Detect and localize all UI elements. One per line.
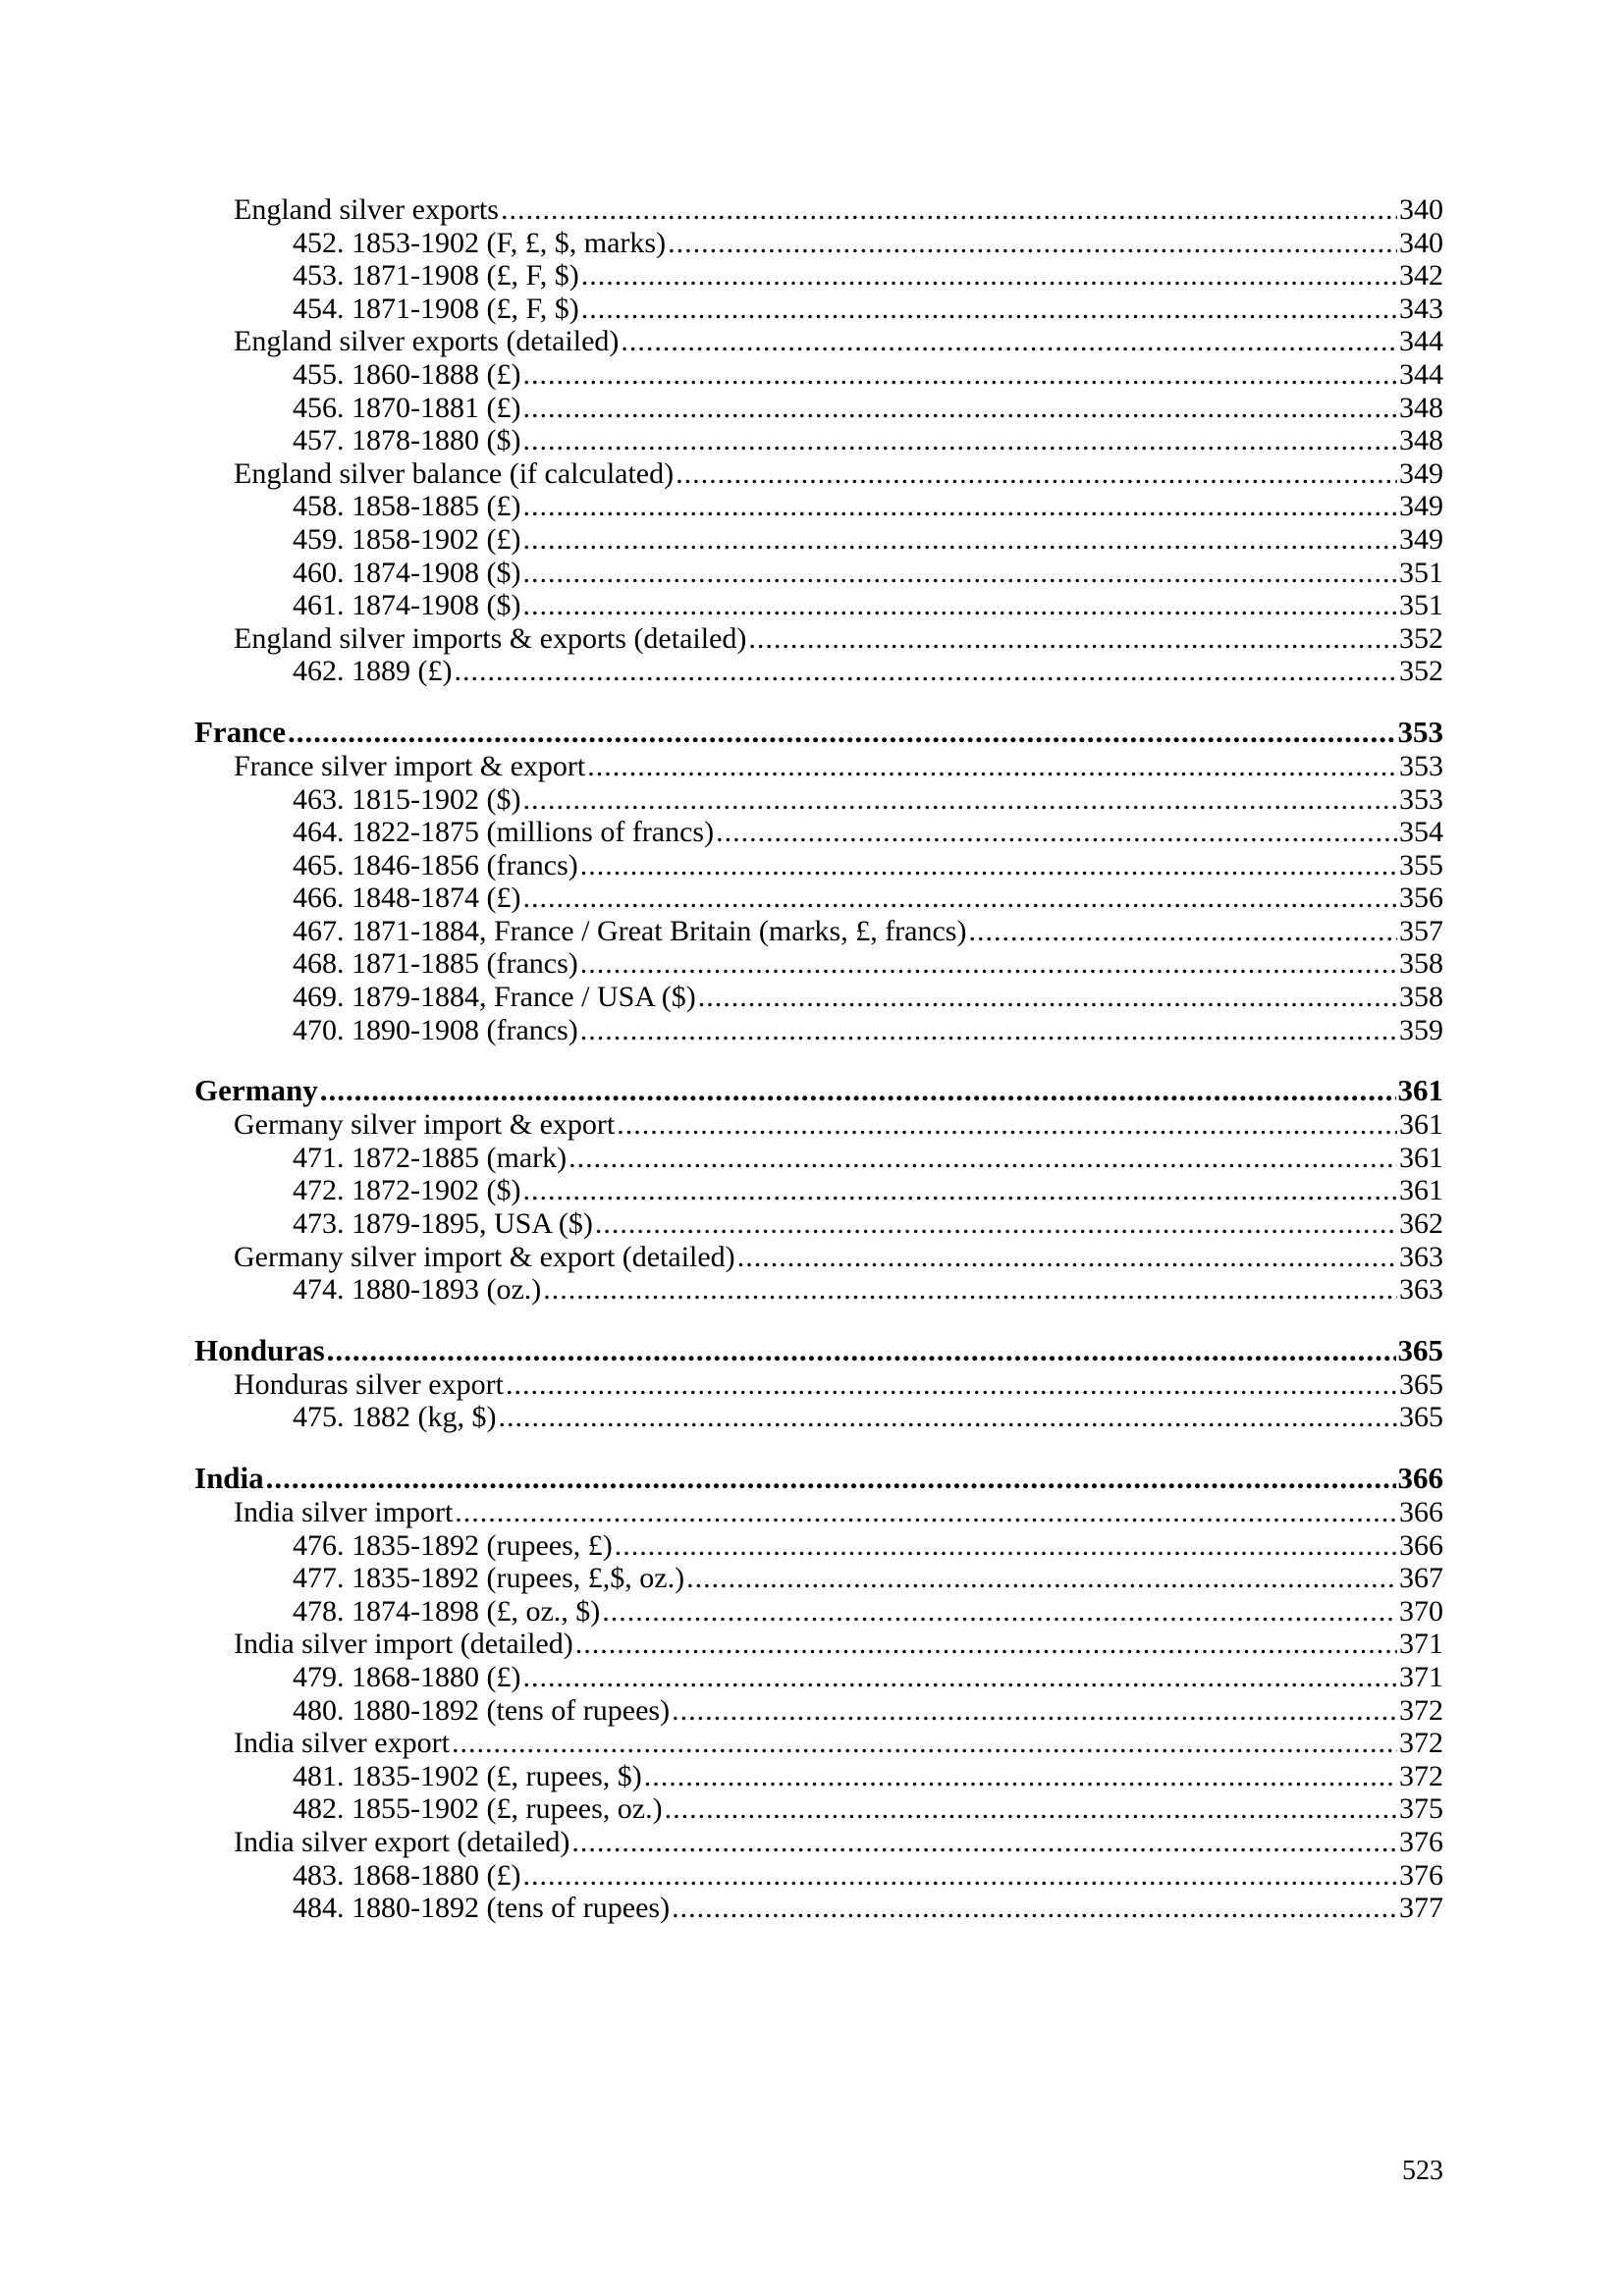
toc-entry-page: 349: [1399, 490, 1443, 523]
toc-section-heading[interactable]: [194, 1073, 1443, 1108]
toc-entry-page: 358: [1399, 947, 1443, 981]
toc-entry-page: 359: [1399, 1013, 1443, 1046]
dot-leader: [665, 1792, 1397, 1826]
toc-entry-label: England silver balance (if calculated): [234, 456, 675, 490]
toc-table-entry[interactable]: [194, 490, 1443, 523]
toc-entry-label: 459. 1858-1902 (£): [293, 522, 521, 556]
toc-entry-label: Germany silver import & export (detailed): [234, 1240, 735, 1273]
toc-entry-label: India: [194, 1461, 264, 1495]
toc-table-entry[interactable]: [194, 589, 1443, 622]
dot-leader: [615, 1529, 1397, 1563]
dot-leader: [580, 947, 1397, 981]
toc-subsection-entry[interactable]: [194, 193, 1443, 227]
toc-entry-label: 466. 1848-1874 (£): [293, 881, 521, 915]
dot-leader: [575, 1628, 1397, 1661]
toc-entry-label: 479. 1868-1880 (£): [293, 1660, 521, 1693]
toc-table-entry[interactable]: [194, 293, 1443, 326]
toc-table-entry[interactable]: [194, 783, 1443, 817]
toc-entry-page: 348: [1399, 391, 1443, 424]
dot-leader: [522, 523, 1397, 557]
toc-entry-label: 456. 1870-1881 (£): [293, 391, 521, 424]
page-number: 523: [1402, 2156, 1443, 2186]
dot-leader: [522, 424, 1397, 457]
toc-entry-label: 460. 1874-1908 ($): [293, 556, 521, 589]
toc-entry-label: India silver import: [234, 1496, 454, 1528]
toc-table-entry[interactable]: [194, 1174, 1443, 1207]
toc-table-entry[interactable]: [194, 1401, 1443, 1434]
dot-leader: [581, 259, 1397, 293]
toc-entry-page: 366: [1397, 1461, 1443, 1495]
toc-entry-page: 353: [1397, 714, 1443, 749]
toc-entry-page: 371: [1399, 1660, 1443, 1693]
toc-section-heading[interactable]: [194, 715, 1443, 750]
toc-entry-page: 351: [1399, 589, 1443, 622]
dot-leader: [737, 1241, 1397, 1274]
dot-leader: [668, 227, 1397, 260]
toc-entry-page: 342: [1399, 259, 1443, 293]
toc-entry-label: India silver export: [234, 1727, 450, 1760]
toc-entry-label: 483. 1868-1880 (£): [293, 1858, 521, 1892]
toc-table-entry[interactable]: [194, 1792, 1443, 1826]
dot-leader: [698, 981, 1397, 1014]
toc-entry-page: 375: [1399, 1792, 1443, 1826]
toc-entry-page: 370: [1399, 1594, 1443, 1628]
dot-leader: [686, 1562, 1397, 1595]
toc-table-entry[interactable]: [194, 849, 1443, 882]
dot-leader: [522, 392, 1397, 425]
dot-leader: [320, 1073, 1396, 1108]
toc-entry-page: 366: [1399, 1528, 1443, 1562]
toc-table-entry[interactable]: [194, 1859, 1443, 1893]
toc-subsection-entry[interactable]: [194, 1241, 1443, 1274]
toc-subsection-entry[interactable]: [194, 325, 1443, 358]
toc-entry-label: France silver import & export: [234, 749, 586, 782]
dot-leader: [454, 655, 1397, 688]
toc-table-entry[interactable]: [194, 227, 1443, 260]
toc-subsection-entry[interactable]: [194, 1826, 1443, 1859]
toc-table-entry[interactable]: [194, 1273, 1443, 1307]
toc-entry-page: 352: [1399, 621, 1443, 655]
dot-leader: [266, 1461, 1396, 1496]
toc-entry-label: 472. 1872-1902 ($): [293, 1174, 521, 1207]
toc-entry-label: 482. 1855-1902 (£, rupees, oz.): [293, 1792, 663, 1826]
toc-subsection-entry[interactable]: [194, 1368, 1443, 1402]
dot-leader: [543, 1273, 1397, 1307]
toc-entry-label: 474. 1880-1893 (oz.): [293, 1273, 542, 1307]
toc-entry-label: 467. 1871-1884, France / Great Britain (marks, £, francs): [293, 914, 967, 947]
toc-entry-page: 366: [1399, 1496, 1443, 1528]
toc-entry-page: 377: [1399, 1892, 1443, 1925]
toc-entry-label: 468. 1871-1885 (francs): [293, 947, 578, 981]
toc-table-entry[interactable]: [194, 915, 1443, 948]
dot-leader: [522, 1859, 1397, 1893]
dot-leader: [568, 1142, 1397, 1175]
toc-entry-page: 372: [1399, 1693, 1443, 1727]
dot-leader: [716, 816, 1397, 849]
dot-leader: [968, 915, 1397, 948]
toc-entry-page: 367: [1399, 1562, 1443, 1595]
toc-table-entry[interactable]: [194, 259, 1443, 293]
toc-entry-label: 452. 1853-1902 (F, £, $, marks): [293, 226, 667, 259]
dot-leader: [452, 1727, 1397, 1760]
dot-leader: [506, 1368, 1397, 1402]
toc-table-entry[interactable]: [194, 947, 1443, 981]
toc-entry-label: 470. 1890-1908 (francs): [293, 1013, 578, 1046]
toc-entry-page: 340: [1399, 226, 1443, 259]
toc-entry-label: 469. 1879-1884, France / USA ($): [293, 981, 696, 1014]
toc-entry-page: 355: [1399, 848, 1443, 881]
toc-entry-label: 454. 1871-1908 (£, F, $): [293, 292, 579, 325]
toc-entry-label: India silver export (detailed): [234, 1825, 570, 1858]
toc-entry-label: 455. 1860-1888 (£): [293, 357, 521, 391]
toc-entry-label: 462. 1889 (£): [293, 655, 453, 688]
toc-entry-page: 361: [1399, 1141, 1443, 1174]
toc-entry-label: India silver import (detailed): [234, 1628, 573, 1661]
toc-entry-label: 478. 1874-1898 (£, oz., $): [293, 1594, 601, 1628]
toc-entry-page: 344: [1399, 357, 1443, 391]
toc-section-heading[interactable]: [194, 1333, 1443, 1368]
dot-leader: [617, 1108, 1397, 1142]
toc-entry-label: 481. 1835-1902 (£, rupees, $): [293, 1759, 642, 1792]
toc-table-entry[interactable]: [194, 881, 1443, 915]
dot-leader: [581, 293, 1397, 326]
toc-table-entry[interactable]: [194, 523, 1443, 557]
toc-entry-label: 463. 1815-1902 ($): [293, 782, 521, 816]
dot-leader: [522, 1661, 1397, 1694]
toc-table-entry[interactable]: [194, 1142, 1443, 1175]
toc-entry-page: 361: [1399, 1108, 1443, 1142]
toc-entry-label: France: [194, 714, 286, 749]
toc-table-entry[interactable]: [194, 981, 1443, 1014]
dot-leader: [522, 557, 1397, 590]
dot-leader: [498, 1401, 1397, 1434]
dot-leader: [672, 1694, 1397, 1728]
toc-table-entry[interactable]: [194, 1207, 1443, 1241]
toc-table-entry[interactable]: [194, 1760, 1443, 1793]
toc-table-entry[interactable]: [194, 1661, 1443, 1694]
dot-leader: [327, 1333, 1396, 1368]
toc-subsection-entry[interactable]: [194, 622, 1443, 656]
toc-entry-label: Honduras: [194, 1332, 325, 1367]
toc-entry-page: 363: [1399, 1273, 1443, 1307]
toc-entry-label: 461. 1874-1908 ($): [293, 589, 521, 622]
toc-table-entry[interactable]: [194, 1694, 1443, 1728]
toc-entry-label: 480. 1880-1892 (tens of rupees): [293, 1693, 671, 1727]
toc-table-entry[interactable]: [194, 392, 1443, 425]
toc-entry-label: 475. 1882 (kg, $): [293, 1401, 497, 1434]
toc-entry-page: 363: [1399, 1240, 1443, 1273]
toc-table-entry[interactable]: [194, 1892, 1443, 1925]
toc-entry-page: 349: [1399, 456, 1443, 490]
toc-subsection-entry[interactable]: [194, 1628, 1443, 1661]
toc-entry-page: 348: [1399, 424, 1443, 457]
toc-entry-page: 353: [1399, 782, 1443, 816]
dot-leader: [571, 1826, 1397, 1859]
toc-entry-label: 476. 1835-1892 (rupees, £): [293, 1528, 613, 1562]
dot-leader: [522, 490, 1397, 523]
toc-entry-page: 357: [1399, 914, 1443, 947]
toc-entry-label: Germany: [194, 1073, 318, 1108]
toc-entry-page: 353: [1399, 749, 1443, 782]
toc-table-entry[interactable]: [194, 557, 1443, 590]
toc-entry-page: 371: [1399, 1628, 1443, 1661]
toc-entry-page: 352: [1399, 655, 1443, 688]
table-of-contents: [194, 193, 1443, 1925]
toc-entry-page: 361: [1399, 1174, 1443, 1207]
toc-entry-page: 376: [1399, 1825, 1443, 1858]
toc-table-entry[interactable]: [194, 1014, 1443, 1047]
toc-entry-label: 465. 1846-1856 (francs): [293, 848, 578, 881]
toc-entry-page: 349: [1399, 522, 1443, 556]
toc-table-entry[interactable]: [194, 655, 1443, 688]
toc-entry-label: England silver exports (detailed): [234, 325, 620, 358]
toc-entry-label: Honduras silver export: [234, 1367, 504, 1401]
dot-leader: [587, 750, 1397, 783]
dot-leader: [748, 622, 1397, 656]
dot-leader: [522, 783, 1397, 817]
dot-leader: [602, 1595, 1397, 1629]
toc-entry-page: 376: [1399, 1858, 1443, 1892]
toc-entry-page: 372: [1399, 1727, 1443, 1760]
dot-leader: [644, 1760, 1397, 1793]
toc-entry-label: England silver imports & exports (detailed): [234, 621, 747, 655]
toc-entry-label: 458. 1858-1885 (£): [293, 490, 521, 523]
toc-entry-page: 365: [1399, 1367, 1443, 1401]
toc-entry-label: Germany silver import & export: [234, 1108, 616, 1142]
toc-subsection-entry[interactable]: [194, 1496, 1443, 1529]
toc-table-entry[interactable]: [194, 1595, 1443, 1629]
toc-entry-label: 457. 1878-1880 ($): [293, 424, 521, 457]
toc-entry-page: 372: [1399, 1759, 1443, 1792]
toc-entry-label: 471. 1872-1885 (mark): [293, 1141, 568, 1174]
dot-leader: [580, 849, 1397, 882]
toc-subsection-entry[interactable]: [194, 1108, 1443, 1142]
toc-entry-label: 453. 1871-1908 (£, F, $): [293, 259, 579, 293]
dot-leader: [522, 589, 1397, 622]
toc-entry-page: 344: [1399, 325, 1443, 358]
toc-table-entry[interactable]: [194, 1562, 1443, 1595]
toc-entry-page: 365: [1399, 1401, 1443, 1434]
toc-table-entry[interactable]: [194, 358, 1443, 392]
dot-leader: [522, 881, 1397, 915]
dot-leader: [455, 1496, 1397, 1529]
dot-leader: [522, 1174, 1397, 1207]
toc-entry-label: 477. 1835-1892 (rupees, £,$, oz.): [293, 1562, 685, 1595]
toc-subsection-entry[interactable]: [194, 457, 1443, 491]
toc-subsection-entry[interactable]: [194, 1727, 1443, 1760]
toc-entry-page: 356: [1399, 881, 1443, 915]
toc-entry-page: 365: [1397, 1332, 1443, 1367]
toc-entry-page: 362: [1399, 1207, 1443, 1241]
toc-subsection-entry[interactable]: [194, 750, 1443, 783]
dot-leader: [621, 325, 1397, 358]
dot-leader: [501, 193, 1397, 227]
toc-table-entry[interactable]: [194, 816, 1443, 849]
toc-section-heading[interactable]: [194, 1461, 1443, 1496]
toc-entry-page: 351: [1399, 556, 1443, 589]
dot-leader: [595, 1207, 1397, 1241]
dot-leader: [672, 1892, 1397, 1925]
dot-leader: [288, 715, 1396, 750]
toc-entry-label: 484. 1880-1892 (tens of rupees): [293, 1892, 671, 1925]
dot-leader: [522, 358, 1397, 392]
dot-leader: [676, 457, 1397, 491]
dot-leader: [580, 1014, 1397, 1047]
toc-entry-label: 473. 1879-1895, USA ($): [293, 1207, 593, 1241]
toc-entry-page: 361: [1397, 1073, 1443, 1108]
toc-entry-label: England silver exports: [234, 193, 499, 226]
toc-table-entry[interactable]: [194, 424, 1443, 457]
toc-table-entry[interactable]: [194, 1529, 1443, 1563]
toc-entry-label: 464. 1822-1875 (millions of francs): [293, 816, 715, 849]
toc-entry-page: 358: [1399, 981, 1443, 1014]
toc-entry-page: 354: [1399, 816, 1443, 849]
toc-entry-page: 340: [1399, 193, 1443, 226]
toc-entry-page: 343: [1399, 292, 1443, 325]
